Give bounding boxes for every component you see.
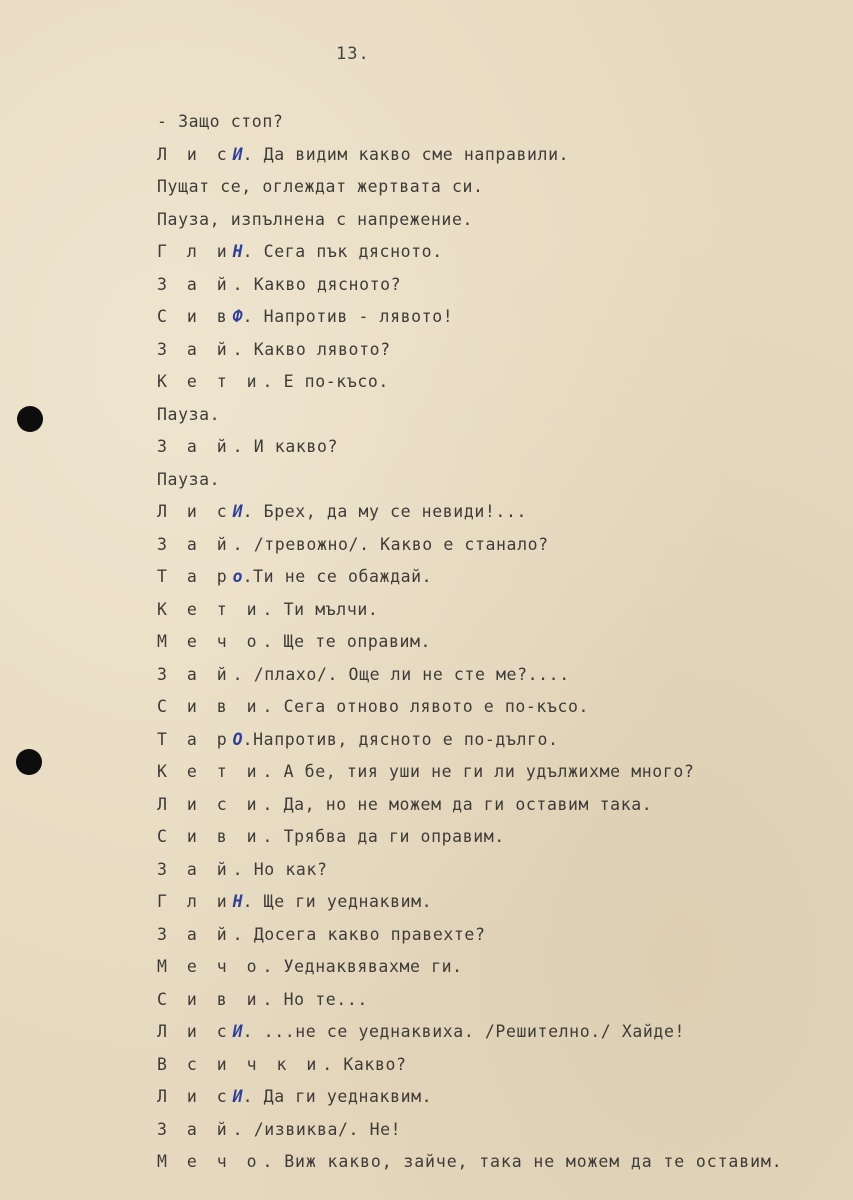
script-line: [157, 500, 837, 533]
script-line: [157, 208, 837, 241]
line-text: Пущат се, оглеждат жертвата си.: [157, 177, 484, 196]
line-text: . /тревожно/. Какво е станало?: [232, 534, 549, 554]
script-line: [157, 760, 837, 793]
speaker-name: М е ч о: [157, 632, 262, 651]
script-line: [157, 533, 837, 566]
script-line: [157, 1085, 837, 1118]
script-line: [157, 1020, 837, 1053]
speaker-name: Т а р: [157, 729, 232, 749]
script-line: [157, 110, 837, 143]
line-text: Пауза.: [157, 404, 221, 424]
handwritten-correction: Н: [232, 892, 243, 911]
script-line: [157, 1118, 837, 1151]
line-text: . И какво?: [232, 437, 339, 456]
punch-hole: [17, 406, 43, 432]
line-text: Пауза.: [157, 469, 221, 489]
speaker-name: Л и с: [157, 502, 232, 521]
handwritten-correction: о: [232, 567, 243, 586]
speaker-name: З а й: [157, 274, 232, 294]
speaker-name: К е т и: [157, 372, 262, 391]
line-text: . Трябва да ги оправим.: [262, 827, 505, 846]
line-text: . Да, но не можем да ги оставим така.: [262, 794, 653, 814]
speaker-name: М е ч о: [157, 1152, 262, 1171]
speaker-name: К е т и: [157, 599, 262, 619]
speaker-name: С и в и: [157, 989, 262, 1009]
handwritten-correction: И: [232, 1087, 243, 1106]
script-line: [157, 175, 837, 208]
speaker-name: З а й: [157, 339, 232, 359]
line-text: .Напротив, дясното е по-дълго.: [242, 729, 559, 749]
line-text: . /плахо/. Още ли не сте ме?....: [232, 664, 570, 684]
speaker-name: Л и с: [157, 1022, 232, 1041]
speaker-name: М е ч о: [157, 957, 262, 976]
script-line: [157, 143, 837, 176]
script-line: [157, 565, 837, 598]
line-text: . А бе, тия уши не ги ли удължихме много?: [262, 762, 695, 781]
line-text: . Да видим какво сме направили.: [242, 144, 570, 164]
line-text: . Напротив - лявото!: [242, 307, 454, 326]
script-line: [157, 988, 837, 1021]
speaker-name: С и в: [157, 307, 232, 326]
handwritten-correction: Н: [232, 242, 243, 261]
line-text: Пауза, изпълнена с напрежение.: [157, 209, 474, 229]
speaker-name: К е т и: [157, 762, 262, 781]
script-line: [157, 1053, 837, 1086]
speaker-name: З а й: [157, 437, 232, 456]
script-line: [157, 825, 837, 858]
script-line: [157, 338, 837, 371]
speaker-name: Г л и: [157, 892, 232, 911]
line-text: . Ще те оправим.: [262, 632, 432, 651]
page-number: 13.: [336, 44, 370, 64]
line-text: . Но как?: [232, 859, 328, 879]
line-text: . Уеднаквявахме ги.: [262, 957, 463, 976]
line-text: . /извиква/. Не!: [232, 1119, 402, 1139]
line-text: . Сега пък дясното.: [242, 242, 443, 261]
speaker-name: З а й: [157, 859, 232, 879]
script-line: [157, 663, 837, 696]
script-line: [157, 955, 837, 988]
line-text: . Досега какво правехте?: [232, 924, 486, 944]
script-text: [157, 110, 837, 1183]
punch-hole: [16, 749, 42, 775]
script-line: [157, 370, 837, 403]
script-line: [157, 1150, 837, 1183]
script-line: [157, 305, 837, 338]
speaker-name: С и в и: [157, 827, 262, 846]
line-text: . Ти мълчи.: [262, 599, 379, 619]
line-text: . Ще ги уеднаквим.: [242, 892, 433, 911]
line-text: . Е по-късо.: [262, 372, 389, 391]
script-line: [157, 890, 837, 923]
speaker-name: Т а р: [157, 567, 232, 586]
script-line: [157, 273, 837, 306]
handwritten-correction: О: [232, 729, 243, 749]
speaker-name: Л и с: [157, 1087, 232, 1106]
line-text: .Ти не се обаждай.: [242, 567, 433, 586]
line-text: - Защо стоп?: [157, 112, 284, 131]
speaker-name: З а й: [157, 534, 232, 554]
speaker-name: С и в и: [157, 697, 262, 716]
speaker-name: З а й: [157, 1119, 232, 1139]
script-line: [157, 923, 837, 956]
line-text: . Какво дясното?: [232, 274, 402, 294]
script-line: [157, 728, 837, 761]
line-text: . Какво?: [322, 1054, 407, 1074]
handwritten-correction: Ф: [232, 307, 243, 326]
script-line: [157, 630, 837, 663]
script-line: [157, 468, 837, 501]
speaker-name: З а й: [157, 664, 232, 684]
line-text: . Да ги уеднаквим.: [242, 1087, 433, 1106]
line-text: . ...не се уеднаквиха. /Решително./ Хайде!: [242, 1022, 686, 1041]
script-line: [157, 858, 837, 891]
line-text: . Сега отново лявото е по-късо.: [262, 697, 590, 716]
speaker-name: З а й: [157, 924, 232, 944]
speaker-name: Л и с: [157, 144, 232, 164]
line-text: . Виж какво, зайче, така не можем да те оставим.: [262, 1152, 783, 1171]
line-text: . Какво лявото?: [232, 339, 391, 359]
line-text: . Но те...: [262, 989, 368, 1009]
script-line: [157, 793, 837, 826]
line-text: . Брех, да му се невиди!...: [242, 502, 528, 521]
speaker-name: Г л и: [157, 242, 232, 261]
script-line: [157, 598, 837, 631]
handwritten-correction: И: [232, 1022, 243, 1041]
speaker-name: Л и с и: [157, 794, 262, 814]
handwritten-correction: И: [232, 144, 243, 164]
script-line: [157, 695, 837, 728]
script-line: [157, 403, 837, 436]
script-line: [157, 435, 837, 468]
handwritten-correction: И: [232, 502, 243, 521]
script-line: [157, 240, 837, 273]
speaker-name: В с и ч к и: [157, 1054, 322, 1074]
